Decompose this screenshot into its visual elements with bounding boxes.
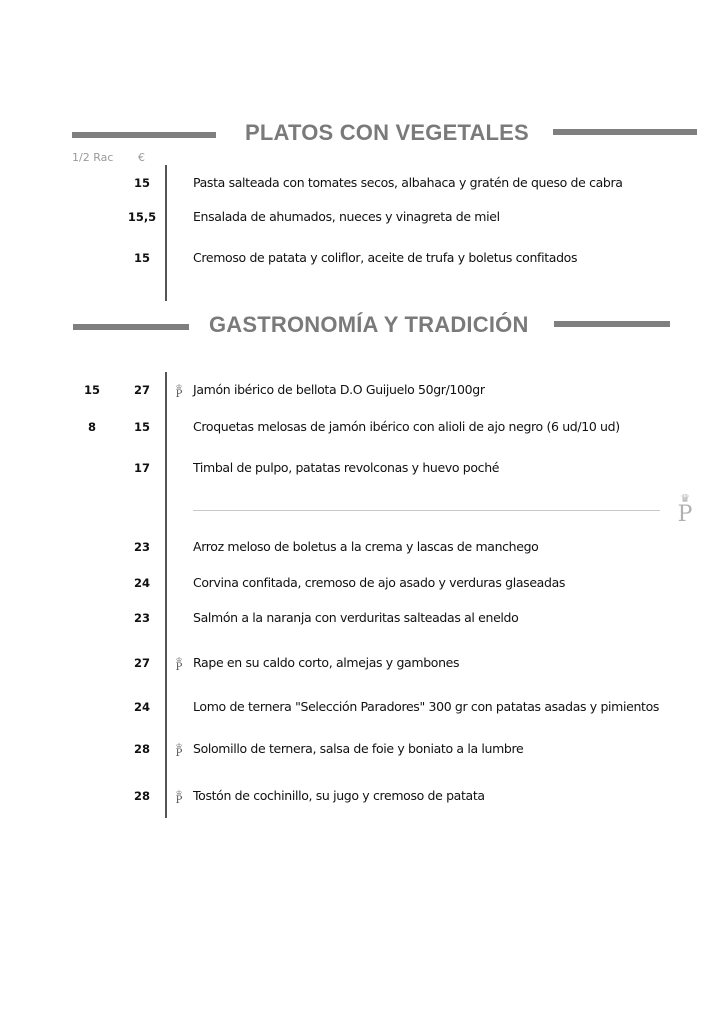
item-price: 23 xyxy=(133,540,150,554)
menu-item-row xyxy=(0,574,724,594)
heading-bar-right-1 xyxy=(553,129,697,135)
item-price: 27 xyxy=(133,656,150,670)
menu-item-row xyxy=(0,381,724,401)
item-description: Cremoso de patata y coliflor, aceite de trufa y boletus confitados xyxy=(193,250,578,265)
section-title-gastronomia: GASTRONOMÍA Y TRADICIÓN xyxy=(209,312,529,337)
item-price: 24 xyxy=(133,576,150,590)
item-price: 15 xyxy=(133,420,150,434)
menu-separator-line xyxy=(193,510,660,511)
item-price: 17 xyxy=(133,461,150,475)
column-header-half-ration: 1/2 Rac xyxy=(72,151,114,164)
section-title-vegetales: PLATOS CON VEGETALES xyxy=(245,120,529,145)
heading-bar-left-2 xyxy=(73,324,189,330)
half-ration-price: 15 xyxy=(83,383,100,397)
item-description: Rape en su caldo corto, almejas y gambones xyxy=(193,655,460,670)
item-price: 15 xyxy=(133,251,150,265)
heading-bar-left-1 xyxy=(72,132,216,138)
item-description: Corvina confitada, cremoso de ajo asado y verduras glaseadas xyxy=(193,575,566,590)
mark-letter: P xyxy=(175,662,183,673)
crown-icon: ♛ xyxy=(680,492,690,505)
menu-item-row xyxy=(0,249,724,269)
crown-icon: ♔ xyxy=(175,656,183,664)
item-description: Ensalada de ahumados, nueces y vinagreta de miel xyxy=(193,209,500,224)
paradores-recommended-icon xyxy=(173,790,185,806)
item-price: 28 xyxy=(133,789,150,803)
menu-item-row xyxy=(0,698,724,718)
menu-item-row xyxy=(0,787,724,807)
menu-item-row xyxy=(0,538,724,558)
mark-letter: P xyxy=(175,795,183,806)
crown-icon: ♔ xyxy=(175,742,183,750)
item-price: 15,5 xyxy=(127,210,157,224)
menu-item-row xyxy=(0,174,724,194)
crown-icon: ♔ xyxy=(175,383,183,391)
menu-item-row xyxy=(0,418,724,438)
menu-item-row xyxy=(0,740,724,760)
menu-item-row xyxy=(0,609,724,629)
item-description: Timbal de pulpo, patatas revolconas y huevo poché xyxy=(193,460,500,475)
heading-bar-right-2 xyxy=(554,321,670,327)
item-description: Pasta salteada con tomates secos, albahaca y gratén de queso de cabra xyxy=(193,175,623,190)
item-description: Tostón de cochinillo, su jugo y cremoso de patata xyxy=(193,788,485,803)
column-header-price: € xyxy=(138,151,145,164)
item-description: Jamón ibérico de bellota D.O Guijuelo 50gr/100gr xyxy=(193,382,485,397)
menu-item-row xyxy=(0,208,724,228)
item-description: Salmón a la naranja con verduritas salteadas al eneldo xyxy=(193,610,519,625)
logo-letter: P xyxy=(677,502,693,527)
item-price: 27 xyxy=(133,383,150,397)
paradores-recommended-icon xyxy=(173,657,185,673)
half-ration-price: 8 xyxy=(87,420,96,434)
paradores-recommended-icon xyxy=(173,384,185,400)
item-price: 23 xyxy=(133,611,150,625)
mark-letter: P xyxy=(175,389,183,400)
mark-letter: P xyxy=(175,748,183,759)
paradores-logo xyxy=(672,494,698,526)
item-price: 24 xyxy=(133,700,150,714)
crown-icon: ♔ xyxy=(175,789,183,797)
item-description: Arroz meloso de boletus a la crema y lascas de manchego xyxy=(193,539,539,554)
item-description: Lomo de ternera "Selección Paradores" 300 gr con patatas asadas y pimientos xyxy=(193,699,660,714)
menu-item-row xyxy=(0,459,724,479)
item-price: 15 xyxy=(133,176,150,190)
item-price: 28 xyxy=(133,742,150,756)
item-description: Solomillo de ternera, salsa de foie y boniato a la lumbre xyxy=(193,741,524,756)
paradores-recommended-icon xyxy=(173,743,185,759)
item-description: Croquetas melosas de jamón ibérico con alioli de ajo negro (6 ud/10 ud) xyxy=(193,419,620,434)
menu-item-row xyxy=(0,654,724,674)
